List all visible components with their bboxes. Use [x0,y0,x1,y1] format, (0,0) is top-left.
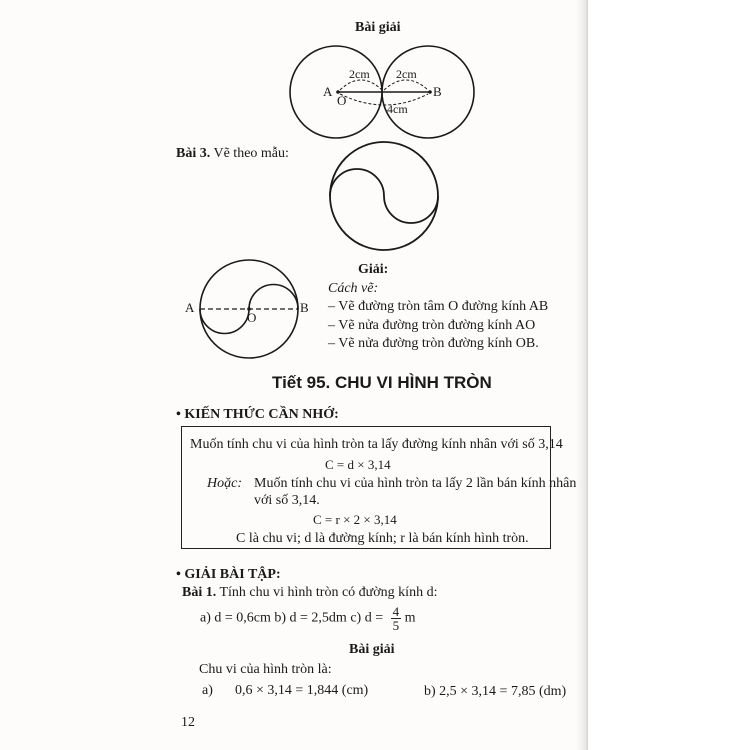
fraction-denominator: 5 [392,618,400,633]
exercise1-text: Tính chu vi hình tròn có đường kính d: [219,585,438,600]
exercise1-parts [200,605,415,632]
label-right-dist: 2cm [396,67,417,81]
answer-a-label: a) [202,683,213,698]
knowledge-line-2b: với số 3,14. [254,493,320,508]
fraction [391,605,402,632]
fraction-unit: m [404,610,416,626]
knowledge-line-2: Muốn tính chu vi của hình tròn ta lấy 2 lần bán kính nhân [254,476,577,491]
exercise3-label: Bài 3. [176,146,211,161]
exercises-heading: • GIẢI BÀI TẬP: [176,567,281,582]
formula-2: C = r × 2 × 3,14 [313,512,397,527]
exercise1-label: Bài 1. [182,585,217,600]
lesson-title: Tiết 95. CHU VI HÌNH TRÒN [272,373,492,392]
point-b-label: B [433,84,442,99]
point-a-label: A [323,84,333,99]
knowledge-line-1: Muốn tính chu vi của hình tròn ta lấy đường kính nhân với số 3,14 [190,437,563,452]
or-label: Hoặc: [207,476,242,491]
solution3-step-3: – Vẽ nửa đường tròn đường kính OB. [328,336,539,351]
answer-a: 0,6 × 3,14 = 1,844 (cm) [235,683,369,698]
exercise1-solution-title: Bài giải [349,642,395,657]
exercise1-line [182,585,437,601]
sol3-point-o: O [247,310,257,325]
answer-b: b) 2,5 × 3,14 = 7,85 (dm) [424,684,567,699]
formula-1: C = d × 3,14 [325,457,391,472]
answer-intro: Chu vi của hình tròn là: [199,662,332,677]
label-bottom-dist: 4cm [387,102,408,116]
sol3-point-a: A [185,300,195,315]
page-number: 12 [181,715,195,730]
solution3-method-label: Cách vẽ: [328,281,379,296]
exercise3-text: Vẽ theo mẫu: [213,146,289,161]
sol3-point-b: B [300,300,309,315]
fraction-numerator: 4 [392,604,400,619]
knowledge-heading: • KIẾN THỨC CẦN NHỚ: [176,407,339,422]
solution3-step-1: – Vẽ đường tròn tâm O đường kính AB [328,299,549,314]
knowledge-note: C là chu vi; d là đường kính; r là bán kính hình tròn. [236,531,529,546]
point-o-label: O [337,93,347,108]
label-left-dist: 2cm [349,67,370,81]
top-solution-title: Bài giải [355,20,401,35]
exercise1-parts-text: a) d = 0,6cm b) d = 2,5dm c) d = [200,610,384,626]
solution3-step-2: – Vẽ nửa đường tròn đường kính AO [328,318,536,333]
solution3-title: Giải: [358,262,389,277]
